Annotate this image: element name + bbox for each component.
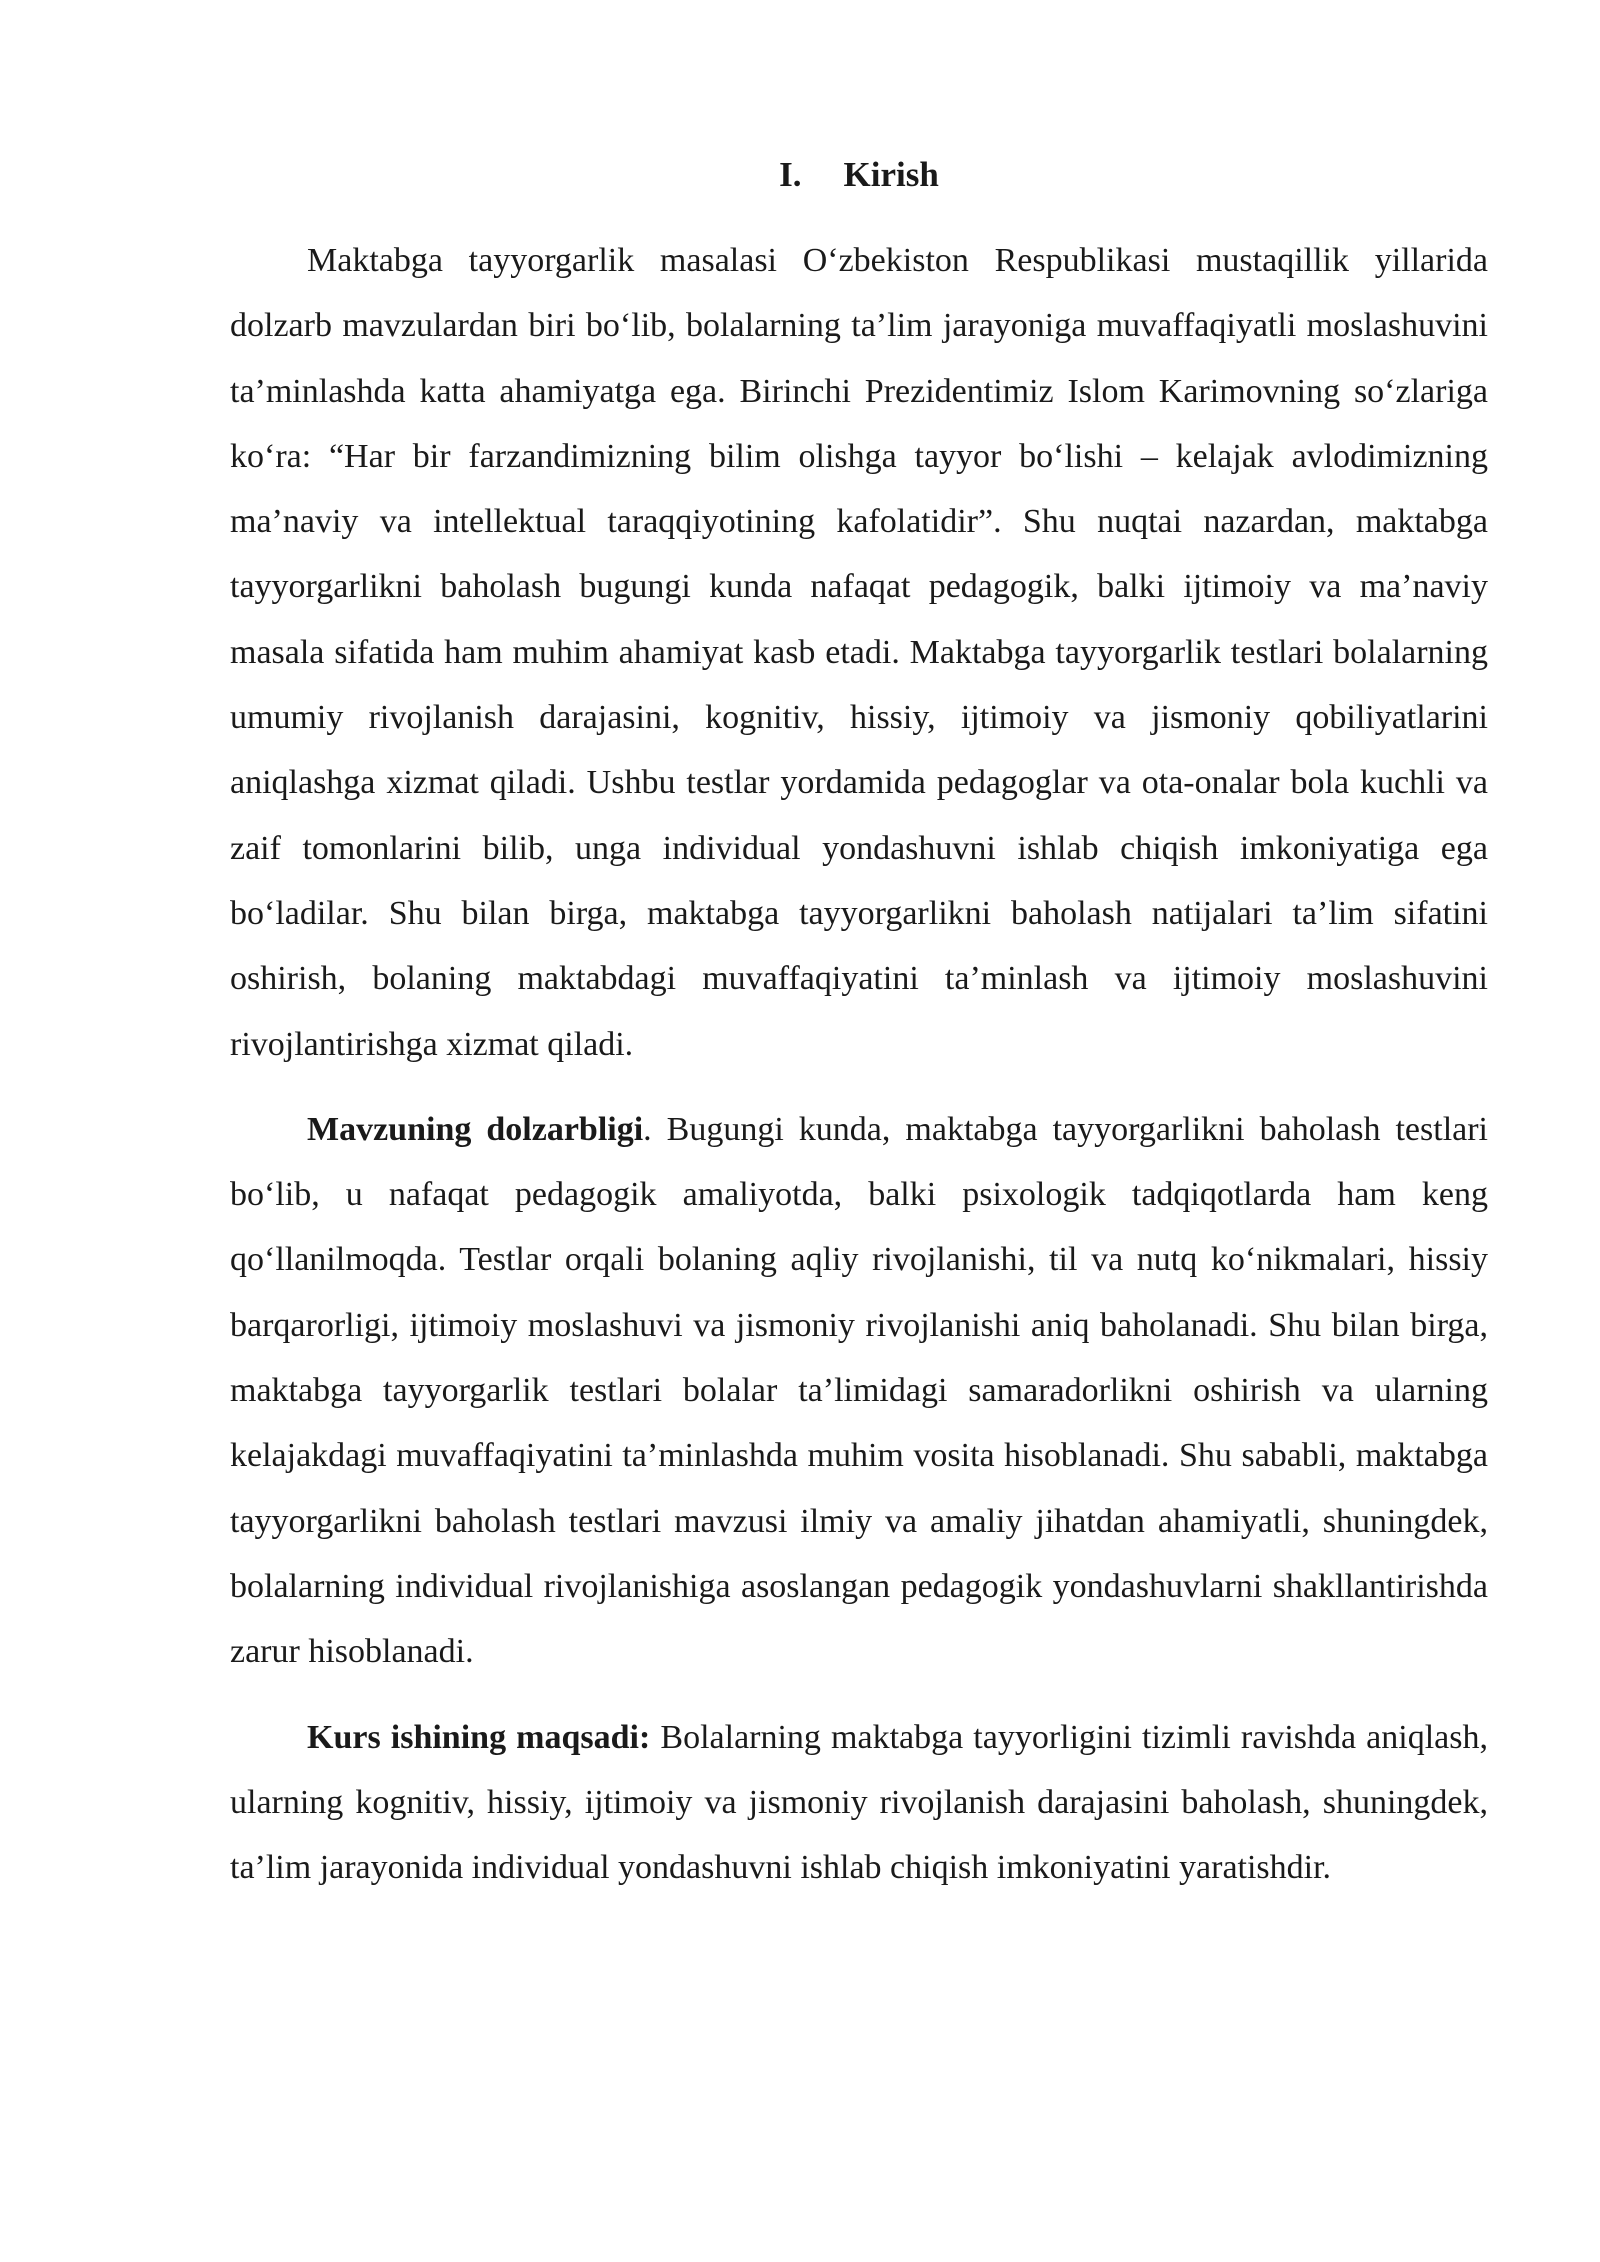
paragraph-lead: Mavzuning dolzarbligi <box>307 1110 644 1148</box>
section-title: Kirish <box>843 155 939 194</box>
paragraph-text: . Bugungi kunda, maktabga tayyorgarlikni baholash testlari bo‘lib, u nafaqat pedagogik amaliyotda, balki psixologik tadqiqotlarda ham keng qo‘llanilmoqda. Testlar orqali bolaning aqliy rivojlanishi, til va nutq ko‘nikmalari, hissiy barqarorligi, ijtimoiy moslashuvi va jismoniy rivojlanishi aniq baholanadi. Shu bilan birga, maktabga tayyorgarlik testlari bolalar ta’limidagi samaradorlikni oshirish va ularning kelajakdagi muvaffaqiyatini ta’minlashda muhim vosita hisoblanadi. Shu sababli, maktabga tayyorgarlikni baholash testlari mavzusi ilmiy va amaliy jihatdan ahamiyatli, shuningdek, bolalarning individual rivojlanishiga asoslangan pedagogik yondashuvlarni shakllantirishda zarur hisoblanadi. <box>230 1110 1488 1671</box>
paragraph-text: Bolalarning maktabga tayyorligini tizimli ravishda aniqlash, ularning kognitiv, hissiy, ijtimoiy va jismoniy rivojlanish darajasini baholash, shuningdek, ta’lim jarayonida individual yondashuvni ishlab chiqish imkoniyatini yaratishdir. <box>230 1718 1488 1887</box>
section-heading <box>230 148 1488 202</box>
page-content <box>230 148 1488 1920</box>
paragraph-lead: Kurs ishining maqsadi: <box>307 1718 651 1756</box>
paragraph-goal <box>230 1705 1488 1901</box>
section-number: I. <box>779 155 802 194</box>
paragraph-text: Maktabga tayyorgarlik masalasi O‘zbekiston Respublikasi mustaqillik yillarida dolzarb mavzulardan biri bo‘lib, bolalarning ta’lim jarayoniga muvaffaqiyatli moslashuvini ta’minlashda katta ahamiyatga ega. Birinchi Prezidentimiz Islom Karimovning so‘zlariga ko‘ra: “Har bir farzandimizning bilim olishga tayyor bo‘lishi – kelajak avlodimizning ma’naviy va intellektual taraqqiyotining kafolatidir”. Shu nuqtai nazardan, maktabga tayyorgarlikni baholash bugungi kunda nafaqat pedagogik, balki ijtimoiy va ma’naviy masala sifatida ham muhim ahamiyat kasb etadi. Maktabga tayyorgarlik testlari bolalarning umumiy rivojlanish darajasini, kognitiv, hissiy, ijtimoiy va jismoniy qobiliyatlarini aniqlashga xizmat qiladi. Ushbu testlar yordamida pedagoglar va ota-onalar bola kuchli va zaif tomonlarini bilib, unga individual yondashuvni ishlab chiqish imkoniyatiga ega bo‘ladilar. Shu bilan birga, maktabga tayyorgarlikni baholash natijalari ta’lim sifatini oshirish, bolaning maktabdagi muvaffaqiyatini ta’minlash va ijtimoiy moslashuvini rivojlantirishga xizmat qiladi. <box>230 242 1488 1063</box>
paragraph-relevance <box>230 1097 1488 1685</box>
paragraph-introduction <box>230 228 1488 1077</box>
